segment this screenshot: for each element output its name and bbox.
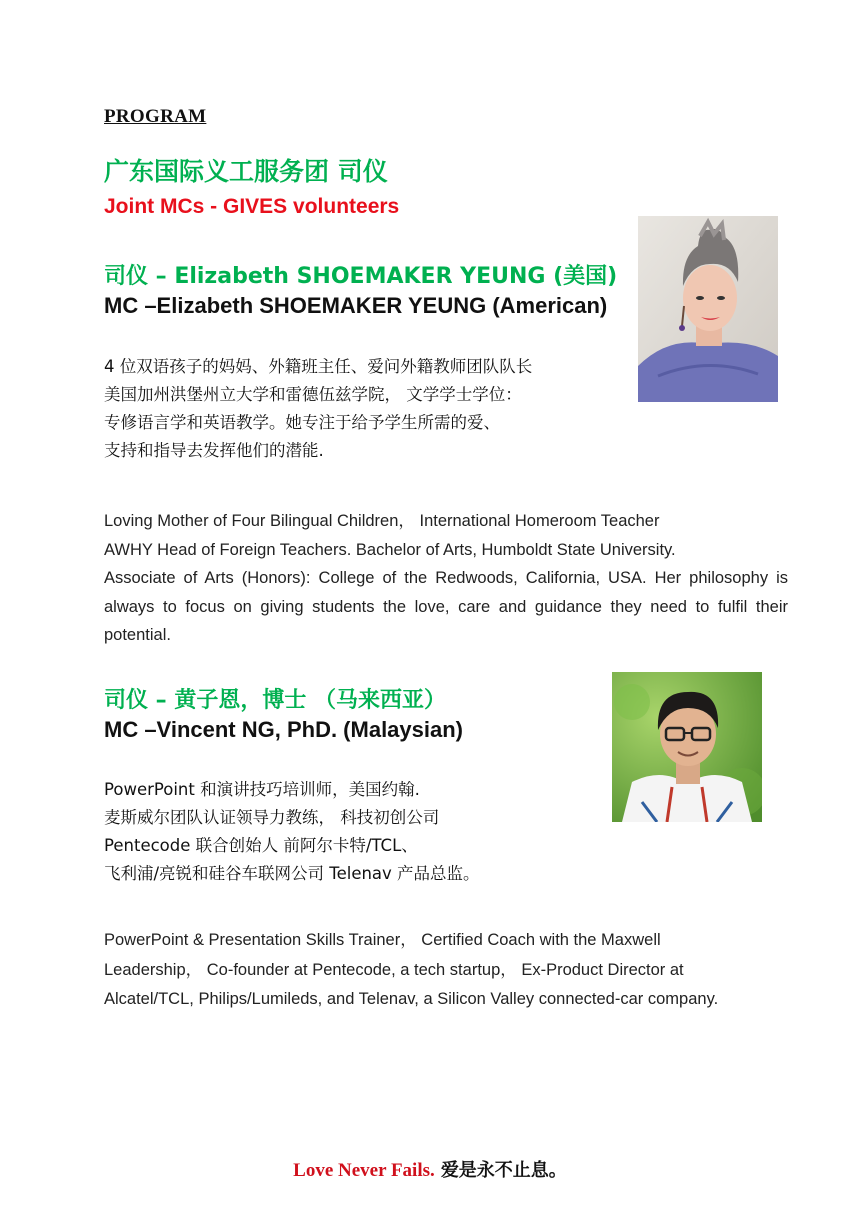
mc1-chinese-bio	[104, 353, 644, 465]
mc2-chinese-line: Pentecode 联合创始人 前阿尔卡特/TCL、	[104, 836, 418, 855]
footer-english: Love Never Fails.	[293, 1160, 435, 1181]
mc1-chinese-line: 美国加州洪堡州立大学和雷德伍兹学院， 文学学士学位：	[104, 385, 522, 404]
mc2-chinese-line: PowerPoint 和演讲技巧培训师，美国约翰.	[104, 780, 420, 799]
footer-motto	[0, 1156, 860, 1182]
mc2-photo	[612, 672, 762, 822]
mc2-chinese-bio	[104, 776, 624, 888]
mc1-english-line: AWHY Head of Foreign Teachers. Bachelor of Arts, Humboldt State University.	[104, 540, 676, 559]
program-heading: PROGRAM	[104, 106, 207, 127]
mc2-heading-english: MC –Vincent NG, PhD. (Malaysian)	[104, 717, 464, 742]
mc2-english-bio	[104, 926, 804, 1015]
mc1-chinese-line: 4 位双语孩子的妈妈、外籍班主任、爱问外籍教师团队队长	[104, 357, 533, 376]
mc1-english-bio	[104, 507, 788, 650]
mc2-chinese-line: 麦斯威尔团队认证领导力教练， 科技初创公司	[104, 808, 440, 827]
mc2-english-line: PowerPoint & Presentation Skills Trainer， Certified Coach with the Maxwell	[104, 931, 661, 949]
title-chinese: 广东国际义工服务团 司仪	[104, 157, 388, 186]
mc2-english-line: Leadership， Co-founder at Pentecode, a tech startup， Ex-Product Director at	[104, 960, 684, 979]
mc2-heading-chinese: 司仪 – 黄子恩，博士 （马来西亚）	[104, 688, 446, 713]
mc1-english-paragraph: Associate of Arts (Honors): College of the Redwoods, California, USA. Her philosophy is always to focus on giving students the love, care and guidance they need to fulfil their potential.	[104, 569, 788, 644]
footer-chinese: 爱是永不止息。	[440, 1160, 567, 1181]
mc2-chinese-line: 飞利浦/亮锐和硅谷车联网公司 Telenav 产品总监。	[104, 864, 480, 883]
mc2-english-line: Alcatel/TCL, Philips/Lumileds, and Telenav, a Silicon Valley connected-car company.	[104, 990, 719, 1008]
mc1-english-line: Loving Mother of Four Bilingual Children， International Homeroom Teacher	[104, 512, 660, 530]
mc1-heading-english: MC –Elizabeth SHOEMAKER YEUNG (American)	[104, 293, 608, 318]
mc1-heading-chinese: 司仪 – Elizabeth SHOEMAKER YEUNG (美国)	[104, 264, 618, 289]
title-english: Joint MCs - GIVES volunteers	[104, 195, 400, 218]
mc1-photo	[638, 216, 778, 402]
mc1-chinese-line: 支持和指导去发挥他们的潜能.	[104, 441, 324, 460]
mc1-chinese-line: 专修语言学和英语教学。她专注于给予学生所需的爱、	[104, 413, 500, 432]
